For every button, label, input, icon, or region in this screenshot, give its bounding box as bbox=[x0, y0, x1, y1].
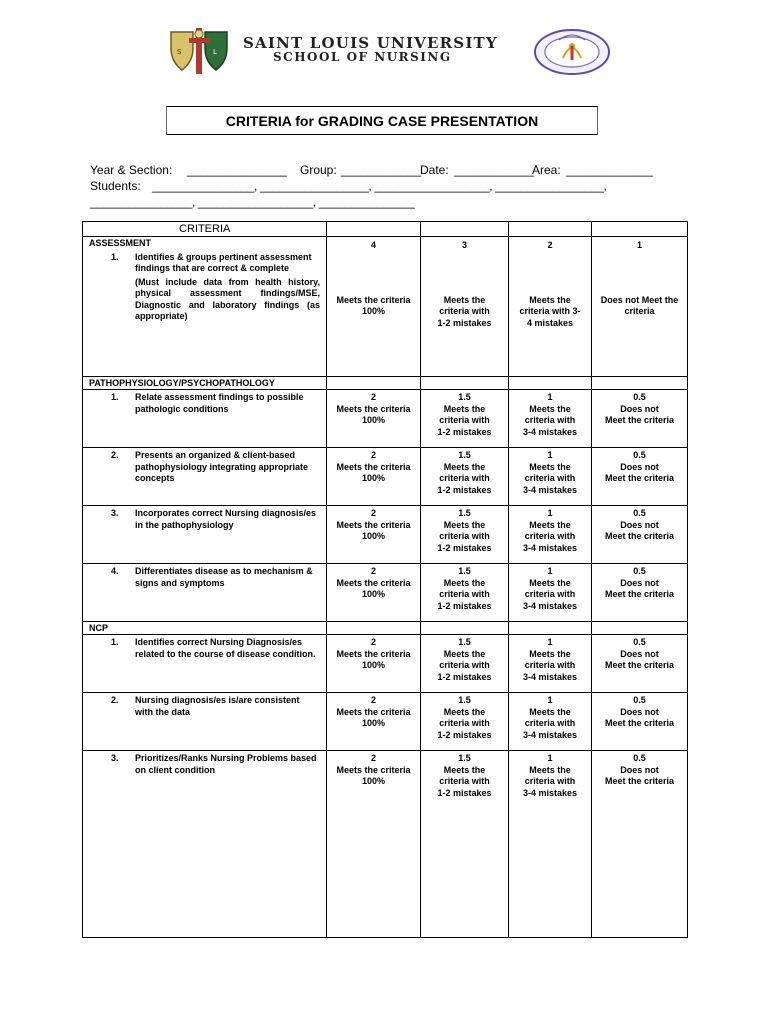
score-value: 0.5 bbox=[633, 450, 646, 460]
score-value: 2 bbox=[370, 392, 376, 402]
table-row: 2. Presents an organized & client-based pathophysiology integrating appropriate concepts 2 Meets the criteria 100% 1.5 Meets the criteria with 1-2 mistakes 1 Meets the criteria with 3-4 mistakes 0.5 Does not Meet the criteria bbox=[83, 448, 688, 506]
score-cell bbox=[592, 237, 688, 377]
date-label: Date: bbox=[420, 163, 449, 177]
criterion-note: (Must include data from health history, physical assessment findings/MSE, Diagnostic and laboratory findings (as appropriate) bbox=[135, 276, 320, 321]
score-description: Meets the criteria 100% bbox=[336, 403, 411, 425]
score-description: Meets the criteria with 3-4 mistakes bbox=[519, 294, 581, 328]
criterion-text: Differentiates disease as to mechanism & signs and symptoms bbox=[135, 566, 313, 588]
criterion-text: Nursing diagnosis/es is/are consistent with the data bbox=[135, 695, 300, 717]
score-value: 0.5 bbox=[633, 508, 646, 518]
year-section-field[interactable]: _______________ bbox=[187, 163, 288, 177]
score-value: 1.5 bbox=[458, 695, 471, 705]
header-cell bbox=[509, 222, 592, 237]
svg-text:S: S bbox=[177, 48, 182, 56]
assessment-criteria-cell bbox=[83, 237, 327, 377]
section-heading-pathophysiology: PATHOPHYSIOLOGY/PSYCHOPATHOLOGY bbox=[83, 377, 327, 390]
score-description: Meets the criteria with 1-2 mistakes bbox=[437, 294, 492, 328]
score-value: 1.5 bbox=[458, 566, 471, 576]
score-value: 1.5 bbox=[458, 637, 471, 647]
score-value: 0.5 bbox=[633, 695, 646, 705]
criterion-text: Identifies correct Nursing Diagnosis/es related to the course of disease condition. bbox=[135, 637, 316, 659]
date-field[interactable]: ____________ bbox=[454, 163, 535, 177]
table-row: 2. Nursing diagnosis/es is/are consistent with the data 2 Meets the criteria 100% 1.5 Meets the criteria with 1-2 mistakes 1 Meets the criteria with 3-4 mistakes 0.5 Does not Meet the criteria bbox=[83, 693, 688, 751]
section-row bbox=[83, 622, 688, 635]
year-section-label: Year & Section: bbox=[90, 163, 173, 177]
score-value: 1 bbox=[547, 637, 553, 647]
score-value: 2 bbox=[370, 695, 376, 705]
school-name: SCHOOL OF NURSING bbox=[273, 50, 452, 64]
section-heading-ncp: NCP bbox=[83, 622, 327, 635]
score-value: 1 bbox=[547, 695, 553, 705]
score-value: 1.5 bbox=[458, 508, 471, 518]
header-cell bbox=[421, 222, 509, 237]
score-value: 0.5 bbox=[633, 637, 646, 647]
table-row: 3. Incorporates correct Nursing diagnosis/es in the pathophysiology 2 Meets the criteria 100% 1.5 Meets the criteria with 1-2 mistakes 1 Meets the criteria with 3-4 mistakes 0.5 Does not Meet the criteria bbox=[83, 506, 688, 564]
score-value: 1 bbox=[547, 508, 553, 518]
group-field[interactable]: ____________ bbox=[341, 163, 422, 177]
section-heading-assessment: ASSESSMENT bbox=[89, 238, 152, 248]
score-value: 0.5 bbox=[633, 392, 646, 402]
score-value: 1.5 bbox=[458, 392, 471, 402]
score-value: 1.5 bbox=[458, 450, 471, 460]
score-value: 2 bbox=[370, 637, 376, 647]
score-value: 2 bbox=[370, 566, 376, 576]
criterion-text: Incorporates correct Nursing diagnosis/es in the pathophysiology bbox=[135, 508, 317, 530]
criterion-text: Prioritizes/Ranks Nursing Problems based on client condition bbox=[135, 753, 317, 775]
item-number: 2. bbox=[111, 450, 119, 460]
score-description: Meets the criteria 100% bbox=[336, 294, 411, 316]
score-cell bbox=[509, 237, 592, 377]
score-description: Meets the criteria 100% bbox=[336, 519, 411, 541]
score-value: 1 bbox=[636, 240, 642, 250]
item-number: 4. bbox=[111, 566, 119, 576]
table-row: 1. Identifies correct Nursing Diagnosis/es related to the course of disease condition. 2 Meets the criteria 100% 1.5 Meets the criteria with 1-2 mistakes 1 Meets the criteria with 3-4 mistakes 0.5 Does not Meet the criteria bbox=[83, 635, 688, 693]
table-row: 3. Prioritizes/Ranks Nursing Problems based on client condition 2 Meets the criteria 100% 1.5 Meets the criteria with 1-2 mistakes 1 Meets the criteria with 3-4 mistakes 0.5 Does not Meet the criteria bbox=[83, 751, 688, 938]
students-field-line2[interactable]: ________________, __________________, _______________ bbox=[90, 195, 415, 209]
score-value: 0.5 bbox=[633, 566, 646, 576]
score-value: 2 bbox=[370, 508, 376, 518]
score-description: Meets the criteria 100% bbox=[336, 577, 411, 599]
score-value: 3 bbox=[461, 240, 467, 250]
score-cell bbox=[421, 237, 509, 377]
score-description: Meets the criteria 100% bbox=[336, 764, 411, 786]
group-label: Group: bbox=[300, 163, 337, 177]
score-value: 2 bbox=[547, 240, 553, 250]
page-title: CRITERIA for GRADING CASE PRESENTATION bbox=[166, 106, 598, 135]
score-cell bbox=[327, 237, 421, 377]
score-description: Does not Meet the criteria bbox=[600, 294, 679, 316]
item-number: 1. bbox=[111, 251, 119, 262]
criteria-header: CRITERIA bbox=[83, 222, 327, 237]
score-value: 1 bbox=[547, 753, 553, 763]
score-value: 1 bbox=[547, 566, 553, 576]
criterion-text: Relate assessment findings to possible pathologic conditions bbox=[135, 392, 304, 414]
section-row bbox=[83, 377, 688, 390]
score-description: Meets the criteria 100% bbox=[336, 648, 411, 670]
students-label: Students: bbox=[90, 179, 141, 193]
item-number: 1. bbox=[111, 637, 119, 647]
score-value: 1 bbox=[547, 392, 553, 402]
university-name: SAINT LOUIS UNIVERSITY bbox=[243, 34, 498, 52]
nursing-seal-icon bbox=[533, 28, 611, 76]
score-value: 1.5 bbox=[458, 753, 471, 763]
table-row: 1. Relate assessment findings to possible pathologic conditions 2 Meets the criteria 100% 1.5 Meets the criteria with 1-2 mistakes 1 Meets the criteria with 3-4 mistakes 0.5 Does not Meet the criteria bbox=[83, 390, 688, 448]
score-value: 0.5 bbox=[633, 753, 646, 763]
item-number: 1. bbox=[111, 392, 119, 402]
score-value: 2 bbox=[370, 753, 376, 763]
criterion-text: Identifies & groups pertinent assessment findings that are correct & complete bbox=[135, 251, 312, 273]
area-field[interactable]: _____________ bbox=[566, 163, 653, 177]
score-value: 4 bbox=[370, 240, 376, 250]
header-cell bbox=[327, 222, 421, 237]
svg-text:L: L bbox=[213, 48, 217, 56]
score-description: Meets the criteria 100% bbox=[336, 461, 411, 483]
table-row: 4. Differentiates disease as to mechanism & signs and symptoms 2 Meets the criteria 100% 1.5 Meets the criteria with 1-2 mistakes 1 Meets the criteria with 3-4 mistakes 0.5 Does not Meet the criteria bbox=[83, 564, 688, 622]
item-number: 2. bbox=[111, 695, 119, 705]
item-number: 3. bbox=[111, 508, 119, 518]
header-cell bbox=[592, 222, 688, 237]
students-field-line1[interactable]: ________________, _________________, __________________, _________________, bbox=[152, 179, 607, 193]
item-number: 3. bbox=[111, 753, 119, 763]
score-value: 2 bbox=[370, 450, 376, 460]
university-seal-icon bbox=[163, 26, 235, 76]
area-label: Area: bbox=[532, 163, 561, 177]
score-value: 1 bbox=[547, 450, 553, 460]
criterion-text: Presents an organized & client-based pathophysiology integrating appropriate concepts bbox=[135, 450, 309, 483]
score-description: Meets the criteria 100% bbox=[336, 706, 411, 728]
grading-rubric-table bbox=[82, 221, 688, 938]
table-row bbox=[83, 237, 688, 377]
